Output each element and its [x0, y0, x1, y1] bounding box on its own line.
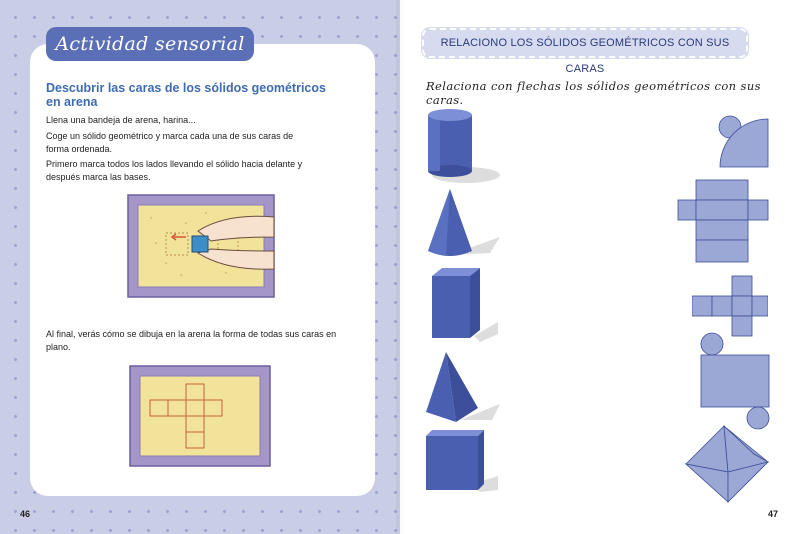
page-gutter — [396, 0, 404, 534]
page-number: 47 — [768, 509, 779, 519]
cone-icon — [420, 185, 504, 263]
page-title: RELACIONO LOS SÓLIDOS GEOMÉTRICOS CON SUS CARAS — [422, 28, 748, 58]
cylinder-icon — [420, 107, 502, 185]
result-paragraph: Al final, verás cómo se dibuja en la arena la forma de todas sus caras en plano. — [46, 329, 337, 352]
activity-tab: Actividad sensorial — [46, 27, 254, 61]
instruction-paragraph: Llena una bandeja de arena, harina... — [46, 115, 196, 125]
rectangular-prism-icon — [420, 264, 500, 344]
pyramid-icon — [420, 348, 502, 428]
activity-heading: Descubrir las caras de los sólidos geométricos en arena — [46, 81, 326, 109]
instruction-paragraph: Primero marca todos los lados llevando el sólido hacia delante y después marca las bases. — [46, 159, 303, 182]
cube-icon — [420, 428, 502, 494]
sand-tray-marking-illustration — [126, 193, 276, 299]
instruction-text: Relaciona con flechas los sólidos geométricos con sus caras. — [426, 79, 761, 107]
cube-net-icon — [692, 274, 768, 338]
cylinder-net-icon — [698, 332, 772, 432]
cone-net-icon — [718, 115, 774, 171]
sand-tray-net-illustration — [128, 364, 272, 468]
instruction-paragraph: Coge un sólido geométrico y marca cada una de sus caras de forma ordenada. — [46, 131, 294, 154]
page-number: 46 — [20, 509, 31, 519]
prism-net-icon — [676, 178, 770, 264]
pyramid-net-icon — [684, 422, 770, 506]
